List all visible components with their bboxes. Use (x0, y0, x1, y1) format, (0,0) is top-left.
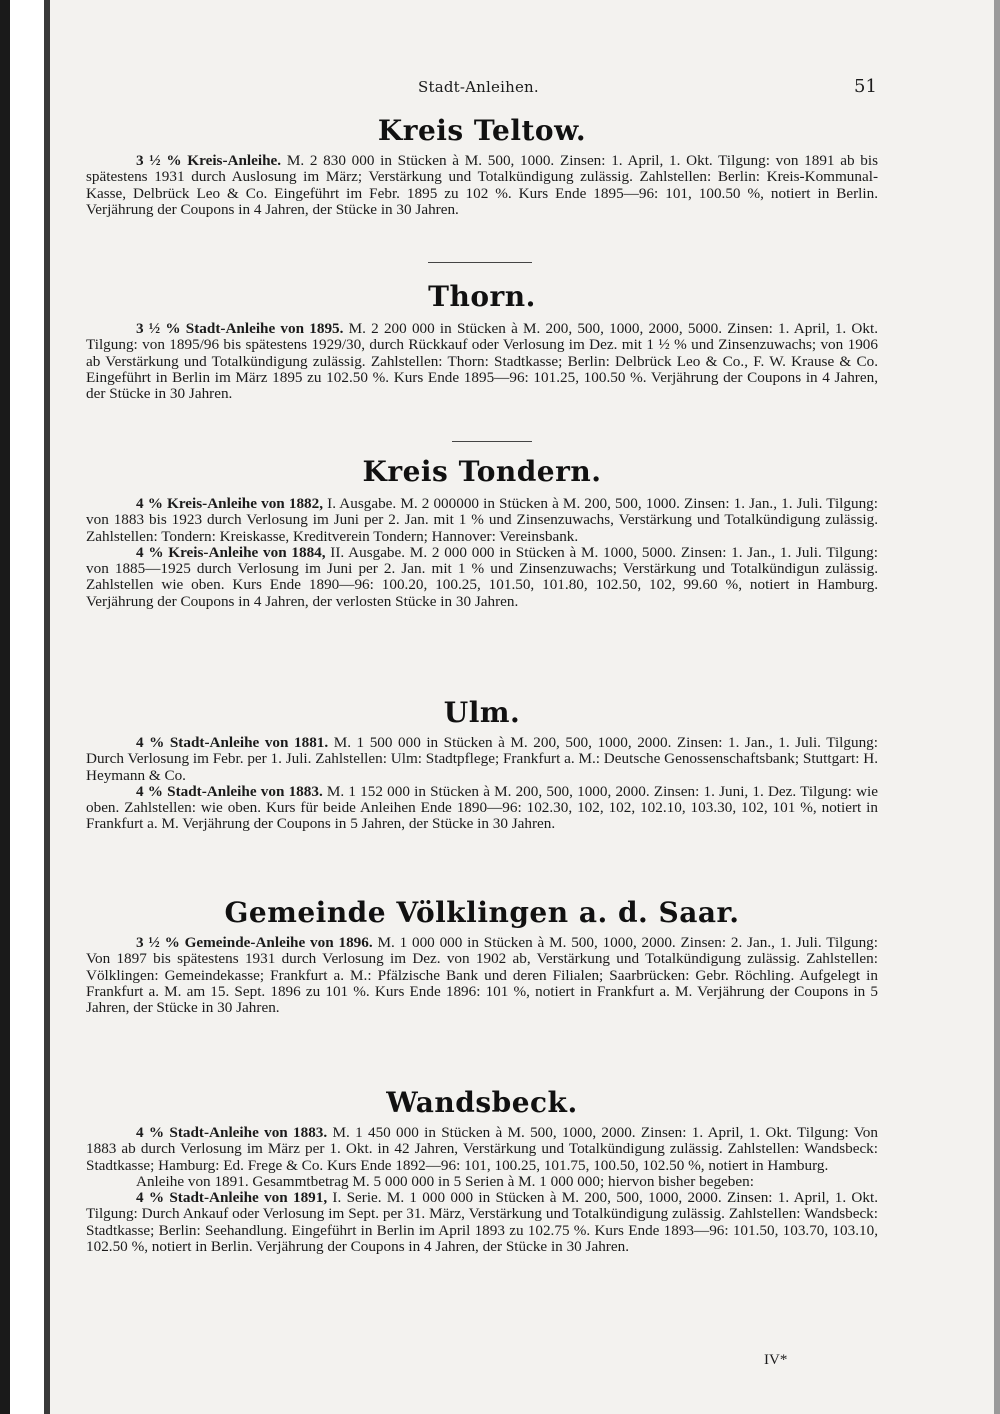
paragraph (86, 496, 878, 545)
paragraph (86, 784, 878, 833)
section-divider (428, 262, 532, 263)
section-thorn (86, 280, 878, 402)
bond-lead: 4 % Kreis-Anleihe von 1882, (136, 495, 324, 512)
paragraph (86, 735, 878, 784)
bond-text: M. 2 830 000 in Stücken à M. 500, 1000. Zinsen: 1. April, 1. Okt. Tilgung: von 1891 ab bis spätestens 1931 durch Auslosung im März; Verstärkung und Totalkündigung zulässig. Zahlstellen: Berlin: Kreis-Kommunal-Kasse, Delbrück Leo & Co. Eingeführt im Febr. 1895 zu 102 %. Kurs Ende 1895—96: 101, 100.50 %, notiert in Berlin. Verjährung der Coupons in 4 Jahren, der Stücke in 30 Jahren. (86, 152, 879, 218)
paragraph (86, 1125, 878, 1174)
bond-text: M. 2 200 000 in Stücken à M. 200, 500, 1000, 2000, 5000. Zinsen: 1. April, 1. Okt. Tilgung: von 1895/96 bis spätestens 1929/30, durch Rückkauf oder Verlosung im Dez. mit 1 ½ % und Zinsenzuwachs; von 1906 ab Verstärkung und Totalkündigung zulässig. Zahlstellen: Thorn: Stadtkasse; Berlin: Delbrück Leo & Co., F. W. Krause & Co. Eingeführt in Berlin im März 1895 zu 102.50 %. Kurs Ende 1895—96: 101.25, 100.50 %. Verjährung der Coupons in 4 Jahren, der Stücke in 30 Jahren. (86, 320, 878, 403)
section-title: Thorn. (428, 280, 536, 313)
section-title: Gemeinde Völklingen a. d. Saar. (224, 896, 740, 929)
bond-text: I. Ausgabe. M. 2 000000 in Stücken à M. 200, 500, 1000. Zinsen: 1. Jan., 1. Juli. Tilgung: von 1883 bis 1923 durch Verlosung im Juni per 2. Jan. mit 1 % und Zinsenzuwachs, Verstärkung und Totalkündigung zulässig. Zahlstellen: Tondern: Kreiskasse, Kreditverein Tondern; Hannover: Vereinsbank. (86, 495, 878, 545)
section-title: Kreis Tondern. (362, 455, 602, 488)
section-wandsbeck (86, 1086, 878, 1255)
bond-lead: 4 % Stadt-Anleihe von 1883. (136, 1124, 328, 1141)
paragraph (86, 1190, 878, 1255)
paragraph (86, 1174, 878, 1190)
page-edge-dark (0, 0, 10, 1414)
bond-text: Anleihe von 1891. Gesammtbetrag M. 5 000 000 in 5 Serien à M. 1 000 000; hiervon bisher begeben: (136, 1172, 754, 1190)
section-ulm (86, 696, 878, 833)
section-title: Ulm. (443, 696, 521, 729)
page-number: 51 (854, 76, 877, 97)
bond-lead: 4 % Stadt-Anleihe von 1883. (136, 782, 323, 800)
bond-lead: 3 ½ % Gemeinde-Anleihe von 1896. (136, 934, 373, 951)
running-title: Stadt-Anleihen. (418, 78, 539, 96)
section-title: Kreis Teltow. (377, 114, 587, 147)
bond-lead: 4 % Stadt-Anleihe von 1881. (136, 734, 329, 751)
section-title: Wandsbeck. (386, 1086, 578, 1119)
bond-lead: 3 ½ % Kreis-Anleihe. (136, 152, 282, 169)
paragraph (86, 153, 878, 218)
paragraph (86, 545, 878, 610)
section-divider (452, 441, 532, 442)
section-gemeinde-voelklingen (86, 896, 878, 1016)
bond-lead: 4 % Stadt-Anleihe von 1891, (136, 1189, 328, 1207)
bond-text: M. 1 450 000 in Stücken à M. 500, 1000, 2000. Zinsen: 1. April, 1. Okt. Tilgung: Von 1883 ab durch Verlosung im März per 1. Okt. in 42 Jahren, Verstärkung und Totalkündigung zulässig. Zahlstellen: Wandsbeck: Stadtkasse; Hamburg: Ed. Frege & Co. Kurs Ende 1892—96: 101, 100.25, 101.75, 100.50, 102.50 %, notiert in Hamburg. (86, 1124, 878, 1174)
bond-text: II. Ausgabe. M. 2 000 000 in Stücken à M. 1000, 5000. Zinsen: 1. Jan., 1. Juli. Tilgung: von 1885—1925 durch Verlosung im Juni per 2. Jan. mit 1 % und Zinsenzuwachs; Verstärkung und Totalkündigun zulässig. Zahlstellen wie oben. Kurs Ende 1890—96: 100.20, 100.25, 101.50, 101.80, 102.50, 102, 99.60 %, notiert in Hamburg. Verjährung der Coupons in 4 Jahren, der verlosten Stücke in 30 Jahren. (86, 543, 879, 610)
paragraph (86, 935, 878, 1016)
signature-mark: IV* (764, 1352, 788, 1368)
bond-text: M. 1 152 000 in Stücken à M. 200, 500, 1000, 2000. Zinsen: 1. Juni, 1. Dez. Tilgung: wie oben. Zahlstellen: wie oben. Kurs für beide Anleihen Ende 1890—96: 102.30, 102, 102, 102.10, 103.30, 102, 101 %, notiert in Frankfurt a. M. Verjährung der Coupons in 5 Jahren, der Stücke in 30 Jahren. (86, 782, 879, 833)
bond-lead: 3 ½ % Stadt-Anleihe von 1895. (136, 320, 344, 337)
section-kreis-tondern (86, 455, 878, 610)
page-edge-right (994, 0, 1000, 1414)
section-kreis-teltow (86, 114, 878, 218)
bond-lead: 4 % Kreis-Anleihe von 1884, (136, 543, 326, 561)
bond-text: I. Serie. M. 1 000 000 in Stücken à M. 200, 500, 1000, 2000. Zinsen: 1. April, 1. Okt. Tilgung: Durch Ankauf oder Verlosung im Sept. per 31. März, Verstärkung und Totalkündigung zulässig. Zahlstellen: Wandsbeck: Stadtkasse; Berlin: Seehandlung. Eingeführt in Berlin im April 1893 zu 102.75 %. Kurs Ende 1893—96: 101.50, 103.70, 103.10, 102.50 %, notiert in Berlin. Verjährung der Coupons in 4 Jahren, der Stücke in 30 Jahren. (86, 1189, 879, 1256)
bond-text: M. 1 000 000 in Stücken à M. 500, 1000, 2000. Zinsen: 2. Jan., 1. Juli. Tilgung: Von 1897 bis spätestens 1931 durch Verlosung im Dez. von 1902 ab, Verstärkung und Totalkündigung zulässig. Zahlstellen: Völklingen: Gemeindekasse; Frankfurt a. M.: Pfälzische Bank und deren Filialen; Saarbrücken: Gebr. Röchling. Aufgelegt in Frankfurt a. M. am 15. Sept. 1896 zu 101 %. Kurs Ende 1896: 101 %, notiert in Frankfurt a. M. Verjährung der Coupons in 5 Jahren, der Stücke in 30 Jahren. (86, 934, 878, 1017)
paragraph (86, 321, 878, 402)
bond-text: M. 1 500 000 in Stücken à M. 200, 500, 1000, 2000. Zinsen: 1. Jan., 1. Juli. Tilgung: Durch Verlosung im Febr. per 1. Juli. Zahlstellen: Ulm: Stadtpflege; Frankfurt a. M.: Deutsche Genossenschaftsbank; Stuttgart: H. Heymann & Co. (86, 734, 878, 784)
